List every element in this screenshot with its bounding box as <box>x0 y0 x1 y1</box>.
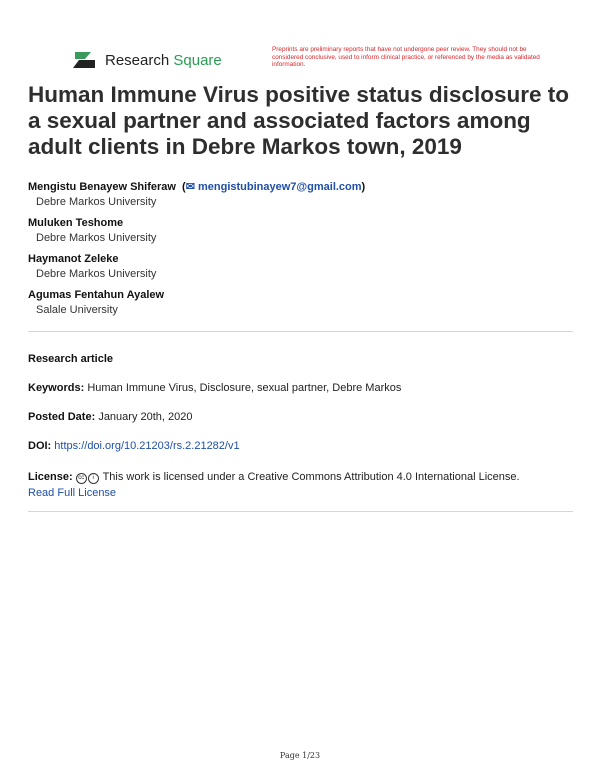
doi-link[interactable]: https://doi.org/10.21203/rs.2.21282/v1 <box>54 440 240 452</box>
author-email-link[interactable]: mengistubinayew7@gmail.com <box>198 181 362 193</box>
keywords-label: Keywords: <box>28 382 85 394</box>
license-label: License: <box>28 471 73 483</box>
article-type <box>28 351 573 367</box>
envelope-icon: ✉ <box>185 181 195 193</box>
read-full-license-link[interactable]: Read Full License <box>28 487 117 499</box>
research-square-icon <box>73 50 97 70</box>
author-affiliation: Debre Markos University <box>36 196 157 208</box>
section-divider <box>28 511 573 512</box>
author-name-text: Mengistu Benayew Shiferaw <box>28 181 176 193</box>
keywords-row <box>28 380 573 396</box>
article-type-text: Research article <box>28 353 113 365</box>
attribution-icon: i <box>88 473 99 484</box>
author-affiliation: Debre Markos University <box>36 232 157 244</box>
brand-name-square: Square <box>173 51 222 69</box>
page-title: Human Immune Virus positive status disclosure to a sexual partner and associated factors among adult clients in Debre Markos town, 2019 <box>28 82 569 159</box>
doi-label: DOI: <box>28 440 52 452</box>
brand-name <box>105 52 222 69</box>
author-name: Muluken Teshome <box>28 217 124 229</box>
license-row <box>28 469 573 501</box>
section-divider <box>28 331 573 332</box>
license-text: This work is licensed under a Creative Commons Attribution 4.0 International License. <box>102 471 520 483</box>
research-square-logo <box>73 48 222 72</box>
author-affiliation: Salale University <box>36 304 118 316</box>
posted-date-row <box>28 409 573 425</box>
author-list <box>28 180 573 324</box>
author-name: Agumas Fentahun Ayalew <box>28 289 165 301</box>
cc-icon: cc <box>76 473 87 484</box>
page-number: Page 1/23 <box>279 751 321 760</box>
keywords-value: Human Immune Virus, Disclosure, sexual partner, Debre Markos <box>87 382 402 394</box>
author-name: Haymanot Zeleke <box>28 253 119 265</box>
brand-name-research: Research <box>105 51 170 69</box>
author-name: Mengistu Benayew Shiferaw (✉ mengistubinayew7@gmail.com) <box>28 181 366 193</box>
author-affiliation: Debre Markos University <box>36 268 157 280</box>
doi-row <box>28 438 573 454</box>
preprint-notice: Preprints are preliminary reports that have not undergone peer review. They should not be considered conclusive, used to inform clinical practice, or referenced by the media as validated information. <box>272 46 540 69</box>
posted-date-value: January 20th, 2020 <box>98 411 193 423</box>
posted-date-label: Posted Date: <box>28 411 96 423</box>
